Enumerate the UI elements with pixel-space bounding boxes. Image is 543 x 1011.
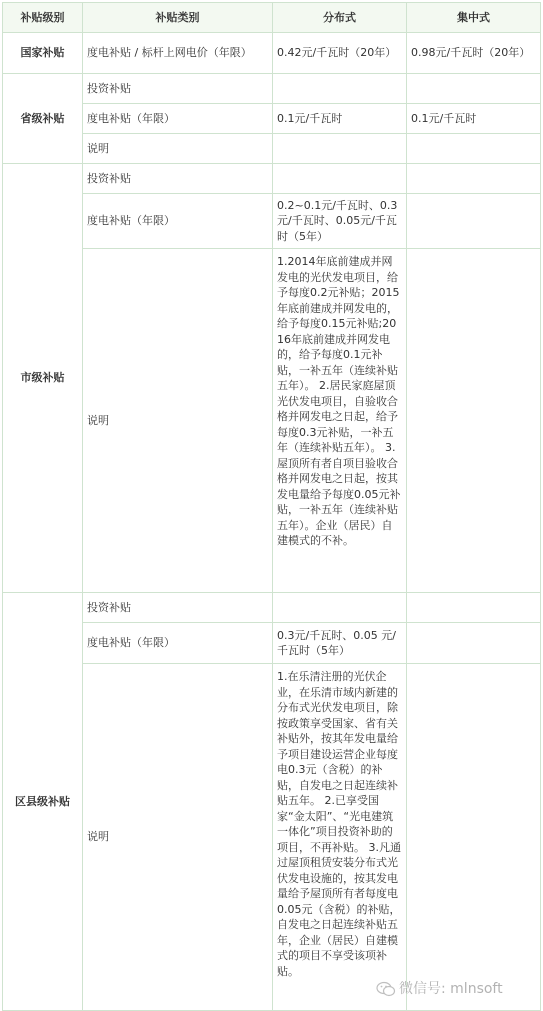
empty-cell <box>273 593 407 623</box>
table-row <box>3 194 541 249</box>
empty-cell <box>407 249 541 593</box>
county-note-text: 1.在乐清注册的光伏企业，在乐清市域内新建的分布式光伏发电项目，除按政策享受国家、省有关补贴外，按其年发电量给予项目建设运营企业每度电0.3元（含税）的补贴，自发电之日起连续补贴五年。 2.已享受国家“金太阳”、“光电建筑一体化”项目投资补助的项目，不再补贴。 3.凡通过屋顶租赁安装分布式光伏发电设施的，按其发电量给予屋顶所有者每度电0.05元（含税）的补贴，自发电之日起连续补贴五年，企业（居民）自建模式的项目不享受该项补贴。 <box>273 664 407 1011</box>
provincial-note: 说明 <box>83 134 273 164</box>
empty-cell <box>407 134 541 164</box>
provincial-investment: 投资补贴 <box>83 74 273 104</box>
national-category: 度电补贴 / 标杆上网电价（年限） <box>83 33 273 74</box>
wechat-icon <box>376 981 396 997</box>
county-kwh-distributed: 0.3元/千瓦时、0.05 元/千瓦时（5年） <box>273 623 407 664</box>
table-row <box>3 74 541 104</box>
municipal-note-text: 1.2014年底前建成并网发电的光伏发电项目，给予每度0.2元补贴；2015年底前建成并网发电的，给予每度0.15元补贴;2016年底前建成并网发电的，给予每度0.1元补贴，一补五年（连续补贴五年）。 2.居民家庭屋顶光伏发电项目，自验收合格并网发电之日起，给予每度0.3元补贴，一补五年（连续补贴五年）。 3.屋顶所有者自项目验收合格并网发电之日起，按其发电量给予每度0.05元补贴，一补五年（连续补贴五年）。企业（居民）自建模式的不补。 <box>273 249 407 593</box>
municipal-investment: 投资补贴 <box>83 164 273 194</box>
table-row <box>3 104 541 134</box>
national-centralized: 0.98元/千瓦时（20年） <box>407 33 541 74</box>
county-note: 说明 <box>83 664 273 1011</box>
provincial-kwh-centralized: 0.1元/千瓦时 <box>407 104 541 134</box>
table-row <box>3 593 541 623</box>
watermark <box>376 978 503 998</box>
empty-cell <box>273 164 407 194</box>
empty-cell <box>407 593 541 623</box>
county-kwh-category: 度电补贴（年限） <box>83 623 273 664</box>
table-row <box>3 33 541 74</box>
table-row <box>3 249 541 593</box>
provincial-level: 省级补贴 <box>3 74 83 164</box>
municipal-kwh-distributed: 0.2~0.1元/千瓦时、0.3元/千瓦时、0.05元/千瓦时（5年） <box>273 194 407 249</box>
header-category: 补贴类别 <box>83 3 273 33</box>
empty-cell <box>407 664 541 1011</box>
header-row <box>3 3 541 33</box>
provincial-kwh-category: 度电补贴（年限） <box>83 104 273 134</box>
municipal-kwh-category: 度电补贴（年限） <box>83 194 273 249</box>
watermark-text: 微信号: mlnsoft <box>399 981 503 997</box>
county-investment: 投资补贴 <box>83 593 273 623</box>
county-level: 区县级补贴 <box>3 593 83 1011</box>
empty-cell <box>273 74 407 104</box>
empty-cell <box>407 623 541 664</box>
municipal-level: 市级补贴 <box>3 164 83 593</box>
table-row <box>3 164 541 194</box>
municipal-note: 说明 <box>83 249 273 593</box>
empty-cell <box>407 74 541 104</box>
provincial-kwh-distributed: 0.1元/千瓦时 <box>273 104 407 134</box>
empty-cell <box>407 194 541 249</box>
empty-cell <box>407 164 541 194</box>
empty-cell <box>273 134 407 164</box>
table-row <box>3 664 541 1011</box>
subsidy-table <box>2 2 541 1011</box>
table-row <box>3 134 541 164</box>
header-centralized: 集中式 <box>407 3 541 33</box>
header-level: 补贴级别 <box>3 3 83 33</box>
national-level: 国家补贴 <box>3 33 83 74</box>
national-distributed: 0.42元/千瓦时（20年） <box>273 33 407 74</box>
table-row <box>3 623 541 664</box>
header-distributed: 分布式 <box>273 3 407 33</box>
